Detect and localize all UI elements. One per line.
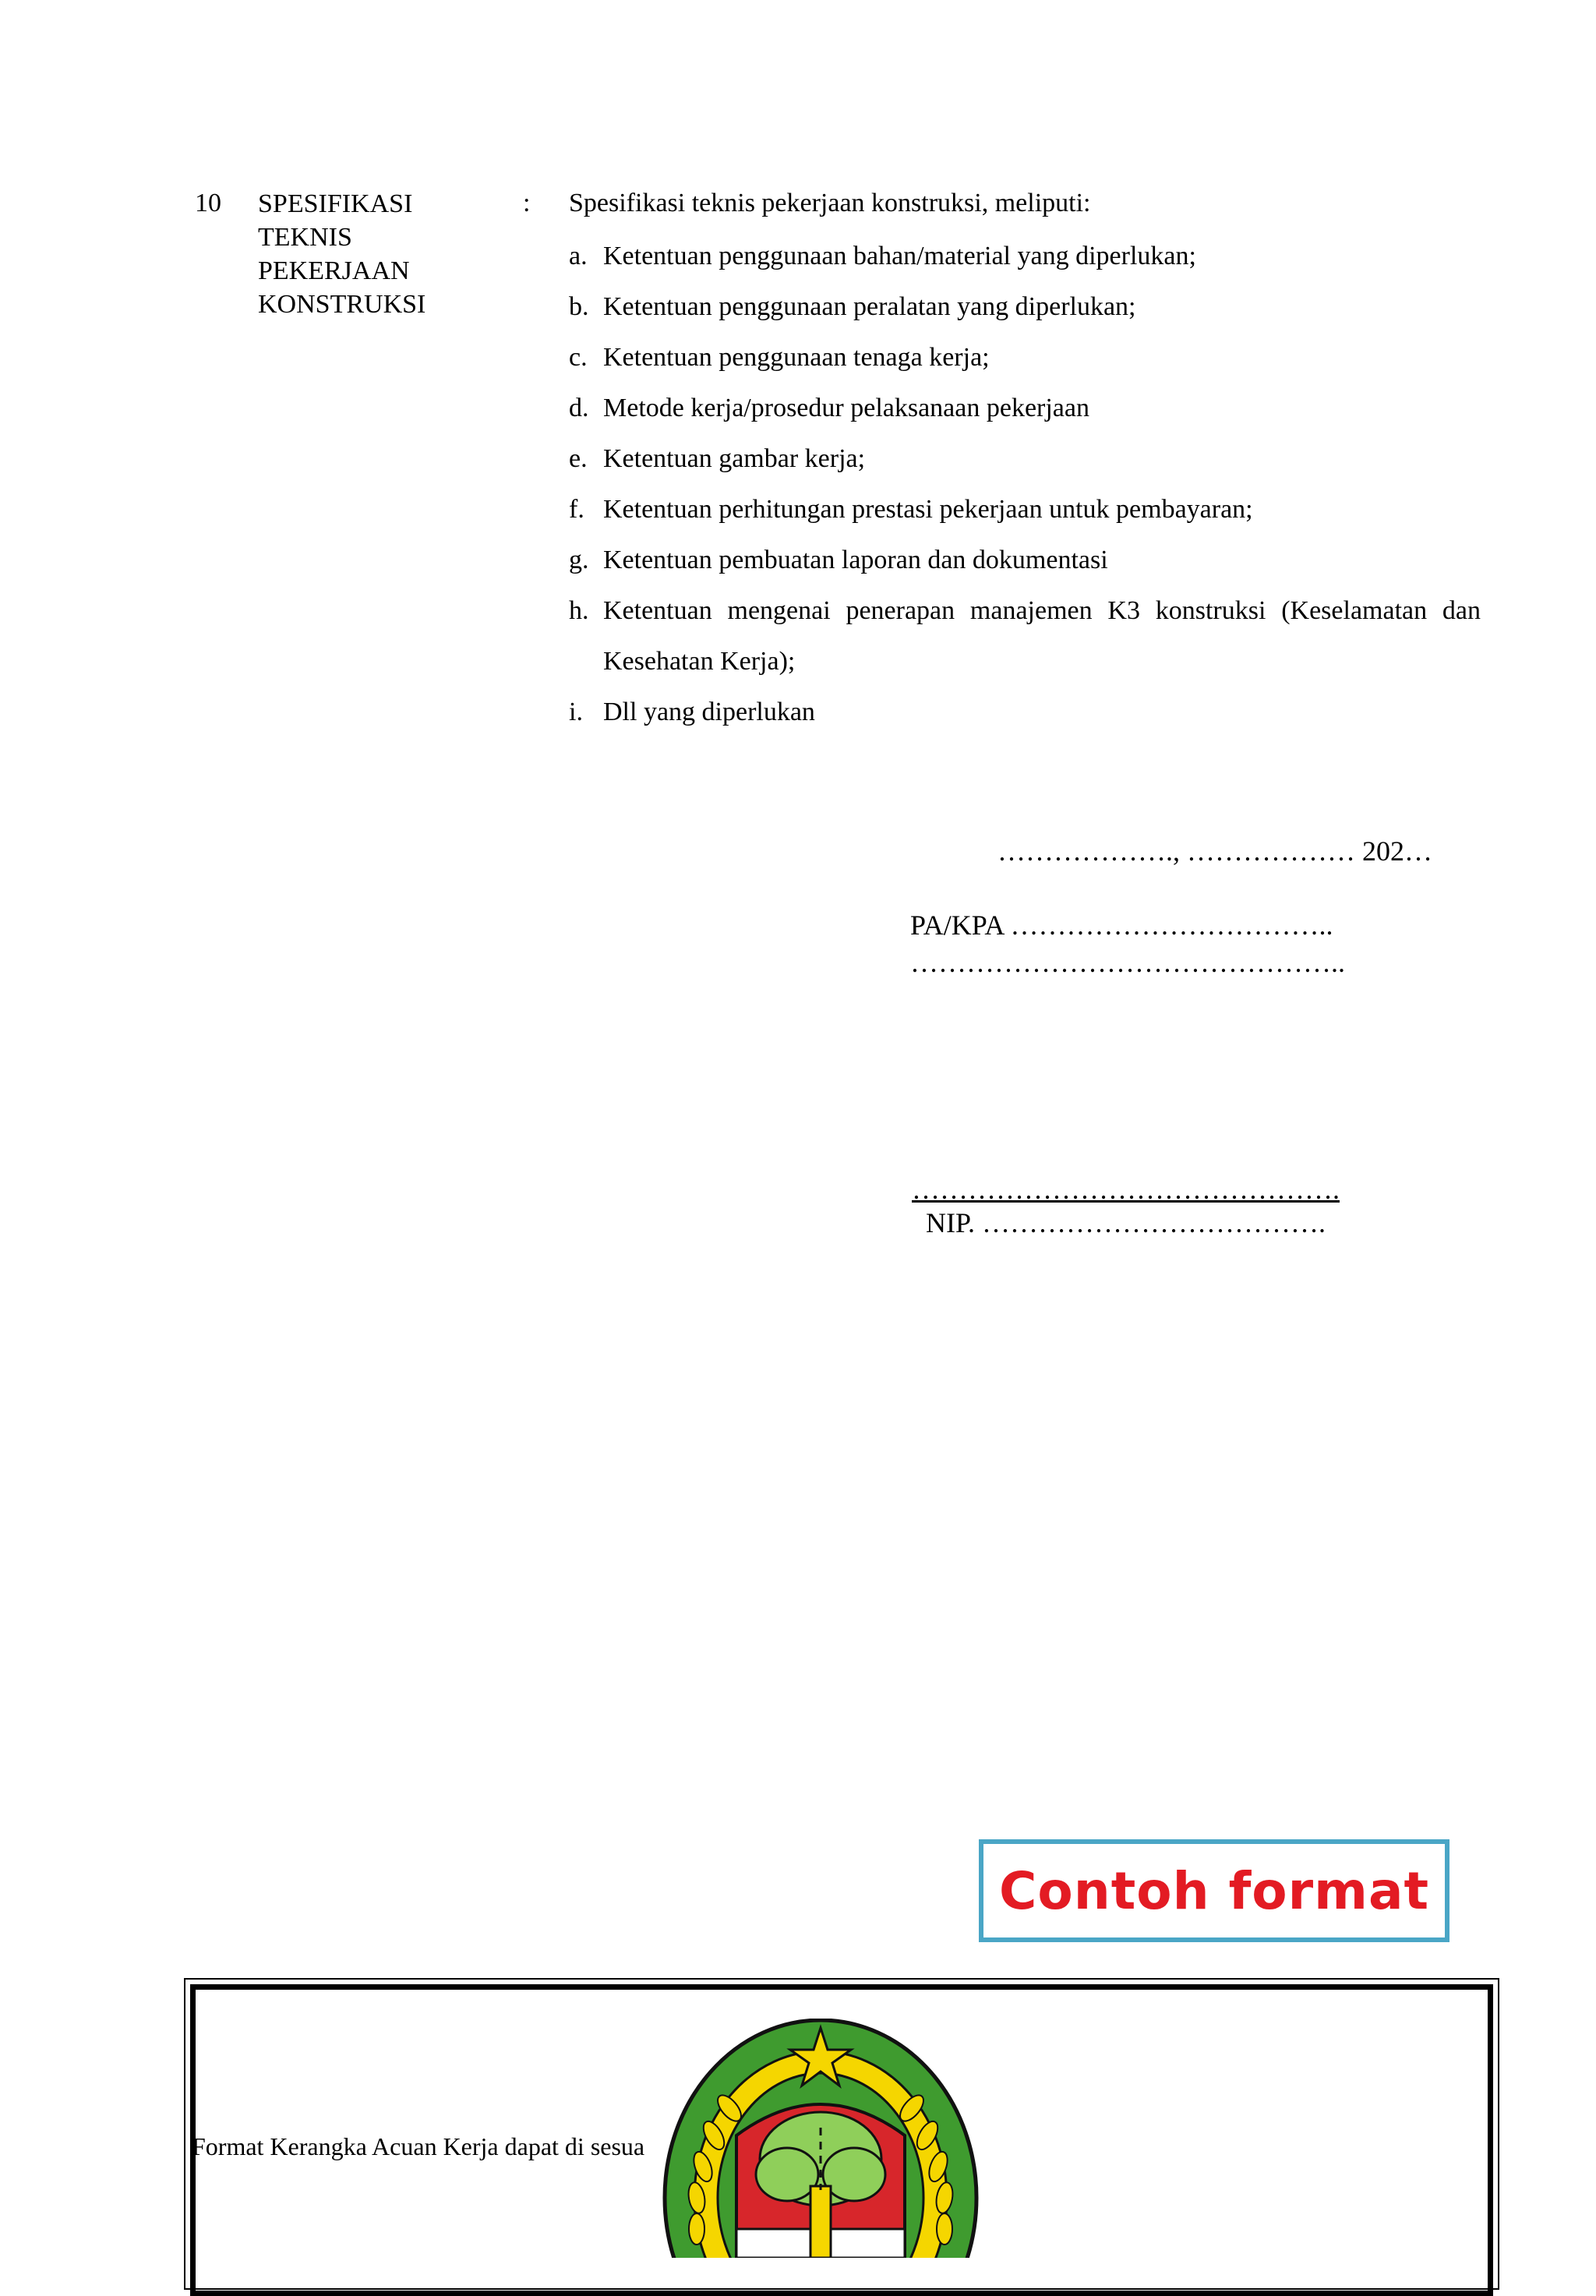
section-heading-line: KONSTRUKSI bbox=[258, 290, 426, 319]
list-item-text: Ketentuan pembuatan laporan dan dokumentasi bbox=[603, 546, 1108, 574]
signature-place-date: ………………., ……………… 202… bbox=[998, 835, 1432, 867]
list-item-letter: g. bbox=[569, 546, 589, 574]
section-colon: : bbox=[523, 189, 531, 217]
section-intro: Spesifikasi teknis pekerjaan konstruksi, meliputi: bbox=[569, 189, 1091, 217]
list-item-text: Metode kerja/prosedur pelaksanaan pekerjaan bbox=[603, 394, 1089, 422]
list-item-text: Ketentuan penggunaan peralatan yang diperlukan; bbox=[603, 292, 1136, 321]
list-item-text: Ketentuan mengenai penerapan manajemen K3 konstruksi (Keselamatan dan Kesehatan Kerja); bbox=[603, 596, 1481, 676]
section-heading-line: TEKNIS bbox=[258, 223, 352, 252]
section-heading-line: PEKERJAAN bbox=[258, 256, 410, 285]
section-heading-line: SPESIFIKASI bbox=[258, 189, 413, 218]
list-item-letter: f. bbox=[569, 495, 584, 524]
list-item-text: Ketentuan perhitungan prestasi pekerjaan untuk pembayaran; bbox=[603, 495, 1253, 524]
sample-format-stamp bbox=[979, 1839, 1449, 1942]
signature-role-continued: ……………………………………….. bbox=[910, 947, 1345, 978]
signature-name-line: ………………………………………. bbox=[912, 1174, 1340, 1205]
list-item-text: Dll yang diperlukan bbox=[603, 698, 815, 726]
section-number: 10 bbox=[195, 189, 221, 217]
list-item-text: Ketentuan penggunaan tenaga kerja; bbox=[603, 343, 990, 372]
signature-nip: NIP. ………………………………. bbox=[926, 1207, 1326, 1238]
list-item bbox=[569, 585, 1481, 687]
list-item-letter: c. bbox=[569, 343, 588, 372]
list-item-text: Ketentuan gambar kerja; bbox=[603, 444, 866, 473]
list-item-text: Ketentuan penggunaan bahan/material yang diperlukan; bbox=[603, 242, 1196, 270]
section-heading bbox=[258, 187, 425, 321]
stamp-label: Contoh format bbox=[998, 1860, 1430, 1921]
list-item-letter: i. bbox=[569, 698, 583, 726]
regional-emblem-icon bbox=[662, 2019, 979, 2258]
list-item-letter: a. bbox=[569, 242, 588, 270]
list-item-letter: h. bbox=[569, 596, 589, 625]
list-item-letter: e. bbox=[569, 444, 588, 473]
list-item-letter: d. bbox=[569, 394, 589, 422]
footer-note: Format Kerangka Acuan Kerja dapat di sesua bbox=[192, 2132, 645, 2160]
list-item-letter: b. bbox=[569, 292, 589, 321]
signature-role: PA/KPA …………………………….. bbox=[910, 910, 1333, 941]
